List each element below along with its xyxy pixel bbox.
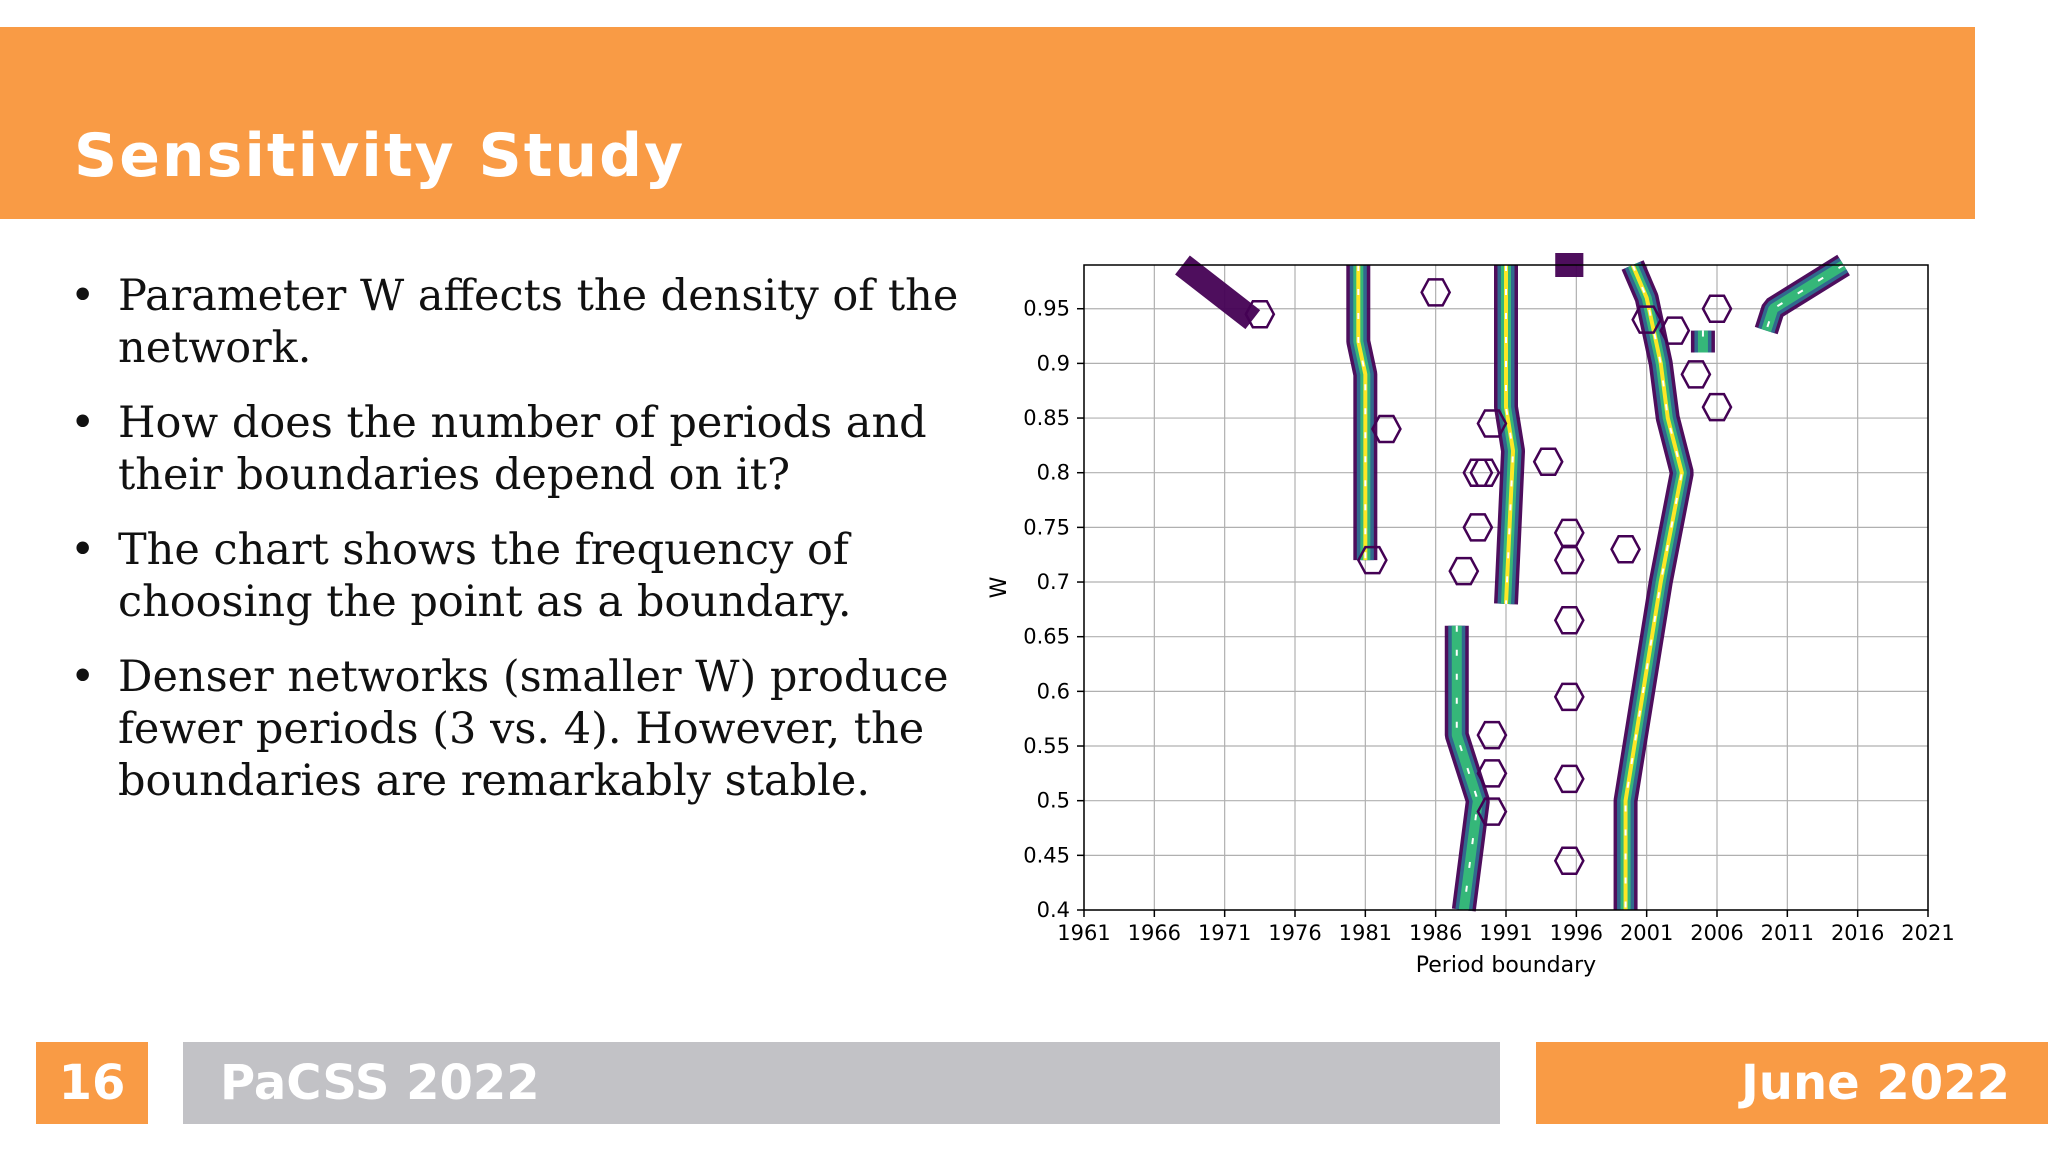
x-tick-label: 1981 <box>1338 921 1393 945</box>
bullet-line: Denser networks (smaller W) produce <box>118 652 949 702</box>
bullet-line: Parameter W affects the density of the <box>118 271 959 321</box>
contour-blob <box>1478 722 1506 748</box>
y-tick-label: 0.75 <box>1023 515 1070 540</box>
presentation-date: June 2022 <box>1740 1055 2010 1111</box>
slide-title: Sensitivity Study <box>74 121 686 191</box>
x-tick-label: 1971 <box>1197 921 1252 945</box>
contour-blob <box>1682 361 1710 387</box>
bullet-line: The chart shows the frequency of <box>118 525 849 575</box>
y-tick-label: 0.4 <box>1036 898 1070 922</box>
bullet-line: choosing the point as a boundary. <box>118 577 852 627</box>
x-tick-label: 1976 <box>1268 921 1322 945</box>
bullet-list <box>70 270 970 830</box>
conference-name: PaCSS 2022 <box>220 1055 540 1111</box>
x-tick-label: 2016 <box>1830 921 1885 945</box>
x-tick-label: 2006 <box>1690 921 1744 945</box>
contour-blob <box>1555 766 1583 792</box>
bullet-item <box>70 651 970 807</box>
contour-chart <box>970 250 1980 990</box>
bullet-item <box>70 524 970 628</box>
y-tick-label: 0.55 <box>1023 734 1070 759</box>
contour-blob <box>1555 520 1583 546</box>
contour-blob <box>1612 536 1640 562</box>
bullet-dot: • <box>70 398 96 448</box>
contour-blob <box>1478 760 1506 786</box>
bullet-line: network. <box>118 323 312 373</box>
y-tick-label: 0.6 <box>1036 679 1070 704</box>
y-tick-label: 0.85 <box>1023 406 1070 431</box>
contour-blob <box>1555 684 1583 710</box>
contour-blob <box>1534 449 1562 475</box>
x-tick-label: 2021 <box>1901 921 1955 945</box>
y-tick-label: 0.5 <box>1036 788 1070 813</box>
bullet-dot: • <box>70 525 96 575</box>
slide-number: 16 <box>36 1042 148 1124</box>
bullet-item <box>70 397 970 501</box>
y-axis-label: W <box>987 576 1012 599</box>
y-tick-label: 0.8 <box>1036 460 1070 485</box>
y-tick-label: 0.45 <box>1023 843 1070 868</box>
x-tick-label: 1996 <box>1549 921 1604 945</box>
contour-blob <box>1555 607 1583 633</box>
contour-blob <box>1450 558 1478 584</box>
bullet-item <box>70 270 970 374</box>
y-tick-label: 0.7 <box>1036 570 1070 595</box>
contour-blob <box>1555 547 1583 573</box>
x-axis-label: Period boundary <box>1415 953 1597 978</box>
x-tick-label: 1991 <box>1479 921 1533 945</box>
x-tick-label: 1961 <box>1057 921 1111 945</box>
bullet-line: boundaries are remarkably stable. <box>118 756 871 806</box>
y-tick-label: 0.95 <box>1023 296 1070 321</box>
bullet-line: fewer periods (3 vs. 4). However, the <box>118 704 925 754</box>
contour-ridge <box>1182 265 1252 320</box>
bullet-line: their boundaries depend on it? <box>118 450 791 500</box>
x-tick-label: 2011 <box>1760 921 1815 945</box>
bullet-dot: • <box>70 271 96 321</box>
y-tick-label: 0.9 <box>1036 351 1070 376</box>
y-tick-label: 0.65 <box>1023 624 1070 649</box>
x-tick-label: 2001 <box>1619 921 1674 945</box>
x-tick-label: 1986 <box>1408 921 1463 945</box>
bullet-dot: • <box>70 652 96 702</box>
contour-blob <box>1555 848 1583 874</box>
bullet-line: How does the number of periods and <box>118 398 927 448</box>
contour-ridge <box>1626 265 1682 910</box>
x-tick-label: 1966 <box>1127 921 1182 945</box>
